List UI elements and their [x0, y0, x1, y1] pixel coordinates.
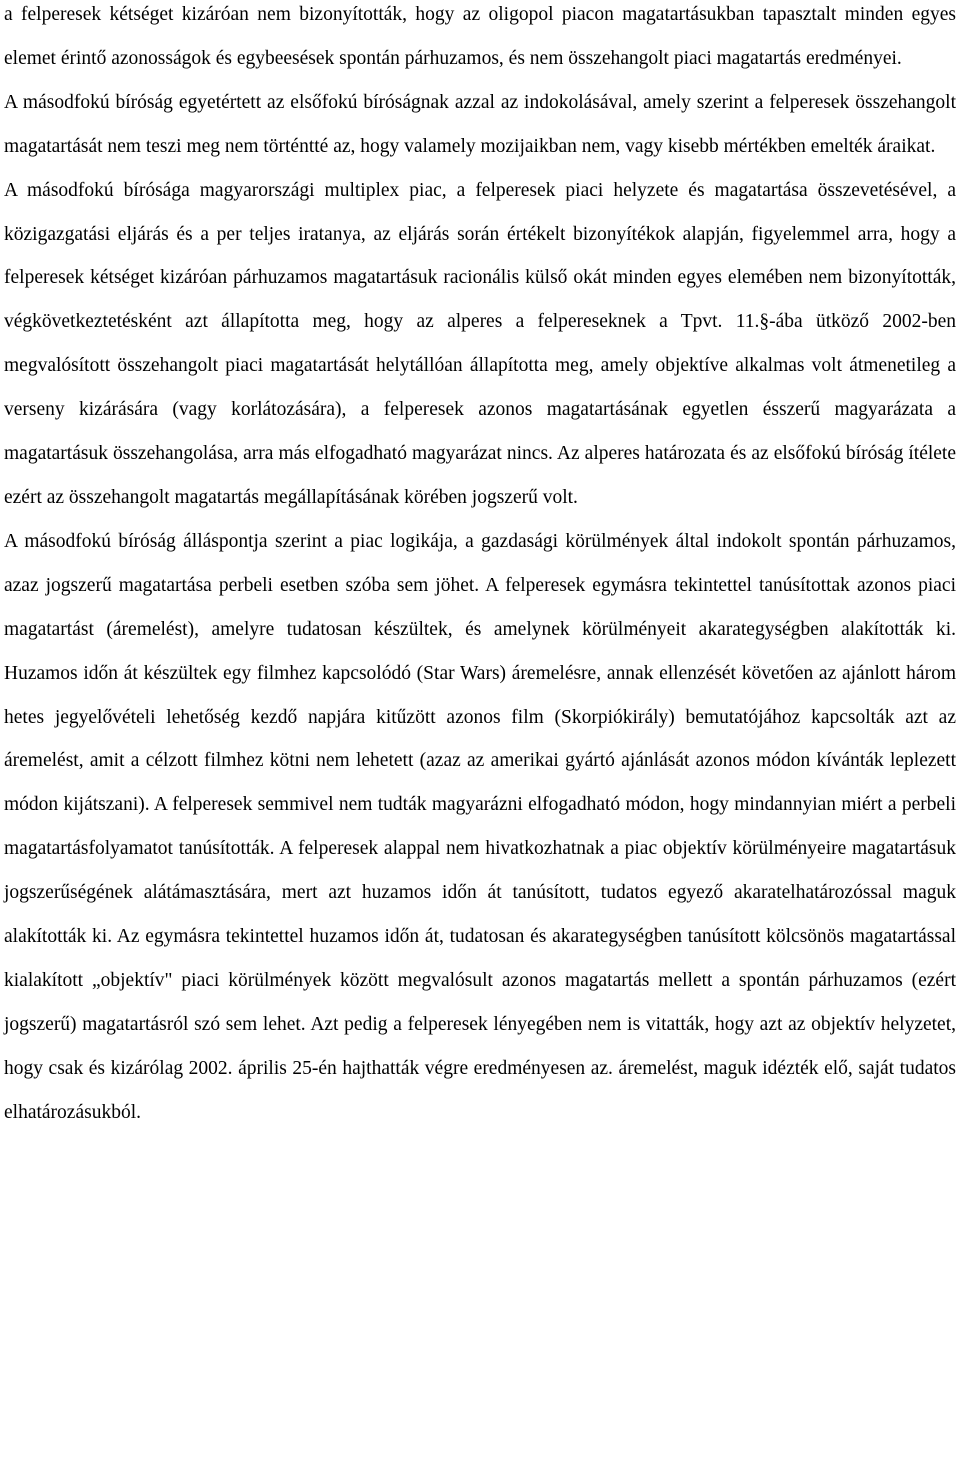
paragraph-4: A másodfokú bíróság álláspontja szerint a piac logikája, a gazdasági körülmények által indokolt spontán párhuzamos, azaz jogszerű magatartása perbeli esetben szóba sem jöhet. A felperesek egymásra tekintettel tanúsítottak azonos piaci magatartást (áremelést), amelyre tudatosan készültek, és amelynek körülményeit akarategységben alakították ki. Huzamos időn át készültek egy filmhez kapcsolódó (Star Wars) áremelésre, annak ellenzését követően az ajánlott három hetes jegyelővételi lehetőség kezdő napjára kitűzött azonos film (Skorpiókirály) bemutatójához kapcsolták azt az áremelést, amit a célzott filmhez kötni nem lehetett (azaz az amerikai gyártó ajánlását azonos módon kívánták leplezett módon kijátszani). A felperesek semmivel nem tudták magyarázni elfogadható módon, hogy mindannyian miért a perbeli magatartásfolyamatot tanúsították. A felperesek alappal nem hivatkozhatnak a piac objektív körülményeire magatartásuk jogszerűségének alátámasztására, mert azt huzamos időn át tanúsított, tudatos egyező akaratelhatározóssal maguk alakították ki. Az egymásra tekintettel huzamos időn át, tudatosan és akarategységben tanúsított kölcsönös magatartással kialakított „objektív" piaci körülmények között megvalósult azonos magatartás mellett a spontán párhuzamos (ezért jogszerű) magatartásról szó sem lehet. Azt pedig a felperesek lényegében nem is vitatták, hogy azt az objektív helyzetet, hogy csak és kizárólag 2002. április 25-én hajthatták végre eredményesen az. áremelést, maguk idézték elő, saját tudatos elhatározásukból. [4, 530, 956, 1123]
paragraph-3: A másodfokú bírósága magyarországi multiplex piac, a felperesek piaci helyzete és magatartása összevetésével, a közigazgatási eljárás és a per teljes iratanya, az eljárás során értékelt bizonyítékok alapján, figyelemmel arra, hogy a felperesek kétséget kizáróan párhuzamos magatartásuk racionális külső okát minden egyes elemében nem bizonyították, végkövetkeztetésként azt állapította meg, hogy az alperes a felpereseknek a Tpvt. 11.§-ába ütköző 2002-ben megvalósított összehangolt piaci magatartását helytállóan állapította meg, amely objektíve alkalmas volt átmenetileg a verseny kizárására (vagy korlátozására), a felperesek azonos magatartásának egyetlen ésszerű magyarázata a magatartásuk összehangolása, arra más elfogadható magyarázat nincs. Az alperes határozata és az elsőfokú bíróság ítélete ezért az összehangolt magatartás megállapításának körében jogszerű volt. [4, 179, 956, 508]
paragraph-1: a felperesek kétséget kizáróan nem bizonyították, hogy az oligopol piacon magatartásukban tapasztalt minden egyes elemet érintő azonosságok és egybeesések spontán párhuzamos, és nem összehangolt piaci magatartás eredményei. [4, 4, 956, 69]
document-body [4, 0, 956, 1135]
paragraph-2: A másodfokú bíróság egyetértett az elsőfokú bíróságnak azzal az indokolásával, amely szerint a felperesek összehangolt magatartását nem teszi meg nem történtté az, hogy valamely mozijaikban nem, vagy kisebb mértékben emelték áraikat. [4, 91, 956, 157]
